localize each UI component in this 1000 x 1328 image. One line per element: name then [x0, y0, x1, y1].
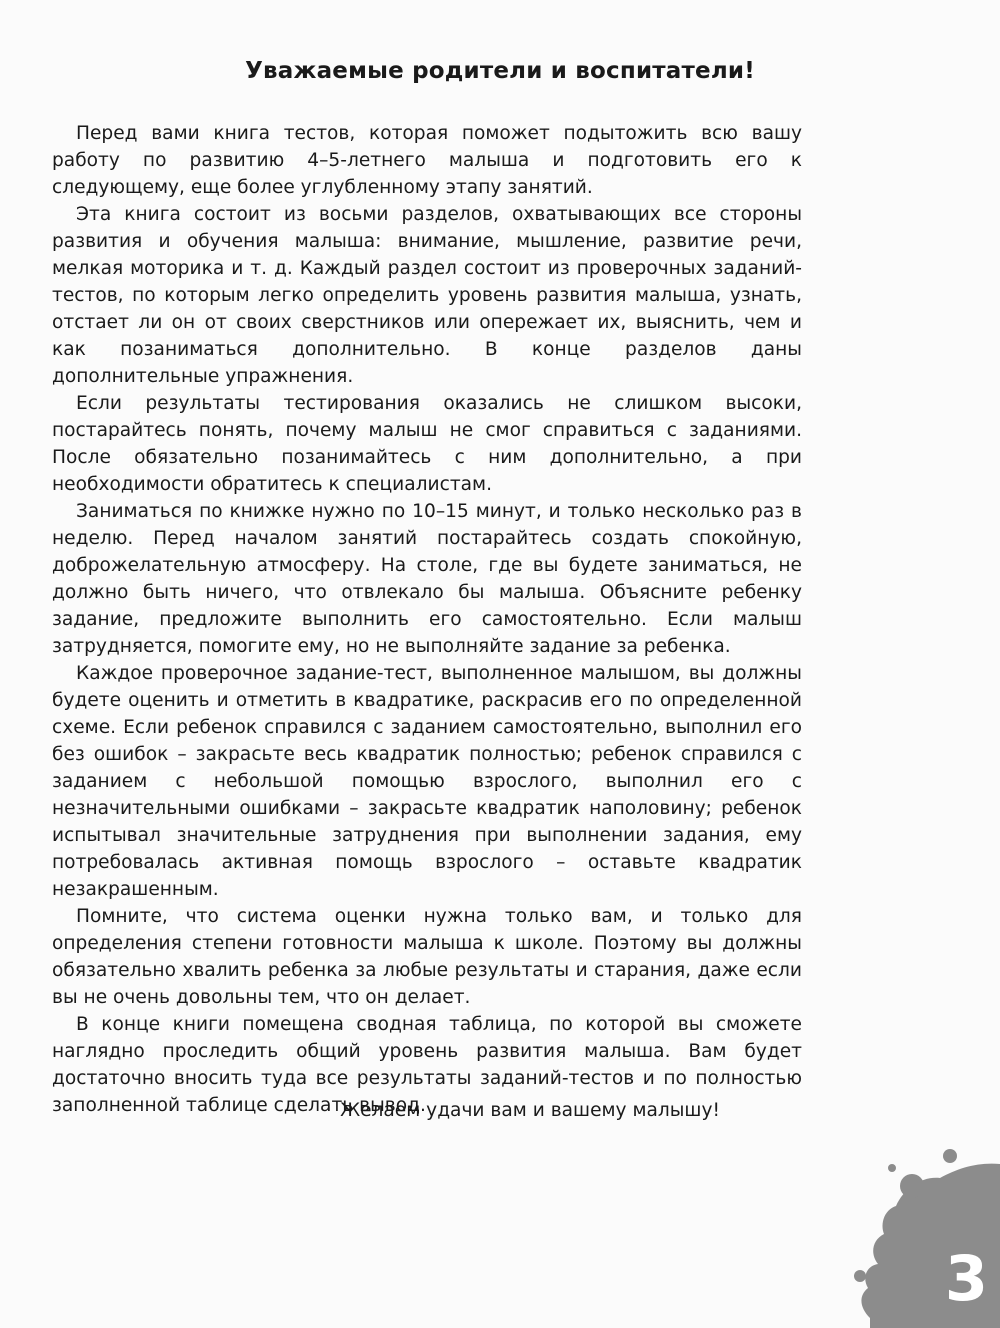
paragraph: Каждое проверочное задание-тест, выполненное малышом, вы должны будете оценить и отметить в квадратике, раскрасив его по определенной схеме. Если ребенок справился с заданием самостоятельно, выполнил его без ошибок – закрасьте весь квадратик полностью; ребенок справился с заданием с небольшой помощью взрослого, выполнил его с незначительными ошибками – закрасьте квадратик наполовину; ребенок испытывал значительные затруднения при выполнении задания, ему потребовалась активная помощь взрослого – оставьте квадратик незакрашенным. — [52, 663, 802, 900]
closing-wish: Желаем удачи вам и вашему малышу! — [340, 1100, 720, 1121]
paragraph: Если результаты тестирования оказались не слишком высоки, постарайтесь понять, почему малыш не смог справиться с заданиями. После обязательно позанимайтесь с ним дополнительно, а при необходимости обратитесь к специалистам. — [52, 393, 802, 495]
page-number: 3 — [944, 1242, 988, 1315]
paragraph: В конце книги помещена сводная таблица, по которой вы сможете наглядно проследить общий уровень развития малыша. Вам будет достаточно вносить туда все результаты заданий-тестов и по полностью заполненной таблице сделать вывод. — [52, 1014, 802, 1116]
paragraph: Заниматься по книжке нужно по 10–15 минут, и только несколько раз в неделю. Перед началом занятий постарайтесь создать спокойную, доброжелательную атмосферу. На столе, где вы будете заниматься, не должно быть ничего, что отвлекало бы малыша. Объясните ребенку задание, предложите выполнить его самостоятельно. Если малыш затрудняется, помогите ему, но не выполняйте задание за ребенка. — [52, 501, 802, 657]
body-text — [52, 120, 802, 1119]
paragraph: Помните, что система оценки нужна только вам, и только для определения степени готовности малыша к школе. Поэтому вы должны обязательно хвалить ребенка за любые результаты и старания, даже если вы не очень довольны тем, что он делает. — [52, 906, 802, 1008]
paragraph: Перед вами книга тестов, которая поможет подытожить всю вашу работу по развитию 4–5-летнего малыша и подготовить его к следующему, еще более углубленному этапу занятий. — [52, 123, 802, 198]
paragraph: Эта книга состоит из восьми разделов, охватывающих все стороны развития и обучения малыша: внимание, мышление, развитие речи, мелкая моторика и т. д. Каждый раздел состоит из проверочных заданий-тестов, по которым легко определить уровень развития малыша, узнать, отстает ли он от своих сверстников или опережает их, выяснить, чем и как позаниматься дополнительно. В конце разделов даны дополнительные упражнения. — [52, 204, 802, 387]
page-title: Уважаемые родители и воспитатели! — [245, 58, 755, 84]
